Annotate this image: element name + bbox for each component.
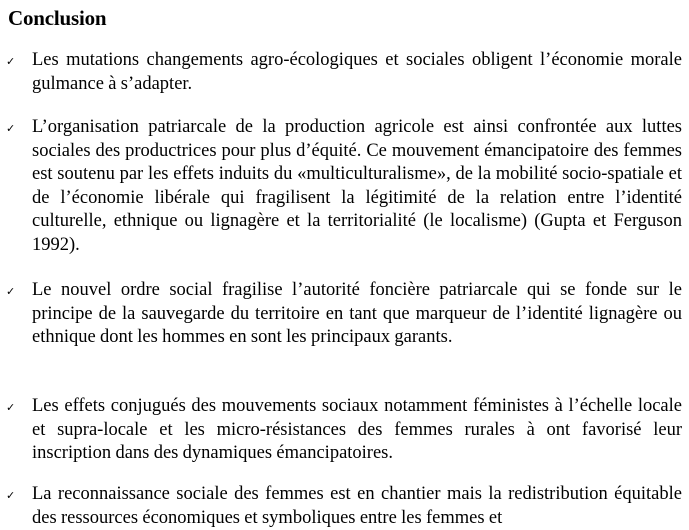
bullet-text: Le nouvel ordre social fragilise l’autorité foncière patriarcale qui se fonde sur le principe de la sauvegarde du territoire en tant que marqueur de l’identité lignagère ou ethnique dont les hommes en sont les principaux garants. [32,280,682,348]
check-mark-icon: ✓ [6,56,16,68]
check-mark-icon: ✓ [6,123,16,135]
check-mark-icon: ✓ [6,286,16,298]
bullet-text: La reconnaissance sociale des femmes est en chantier mais la redistribution équitable des ressources économiques et symboliques entre les femmes et [32,484,682,528]
bullet-text: Les mutations changements agro-écologiques et sociales obligent l’économie morale gulmance à s’adapter. [32,50,682,94]
bullet-text: L’organisation patriarcale de la production agricole est ainsi confrontée aux luttes sociales des productrices pour plus d’équité. Ce mouvement émancipatoire des femmes est soutenu par les effets induits du «multiculturalisme», de la mobilité socio-spatiale et de l’économie libérale qui fragilisent la légitimité de la relation entre l’identité culturelle, ethnique ou lignagère et la territorialité (le localisme) (Gupta et Ferguson 1992). [32,117,682,255]
slide-title: Conclusion [8,6,107,30]
check-mark-icon: ✓ [6,402,16,414]
bullet-text: Les effets conjugués des mouvements sociaux notamment féministes à l’échelle locale et supra-locale et les micro-résistances des femmes rurales à ont favorisé leur inscription dans des dynamiques émancipatoires. [32,396,682,464]
check-mark-icon: ✓ [6,490,16,502]
